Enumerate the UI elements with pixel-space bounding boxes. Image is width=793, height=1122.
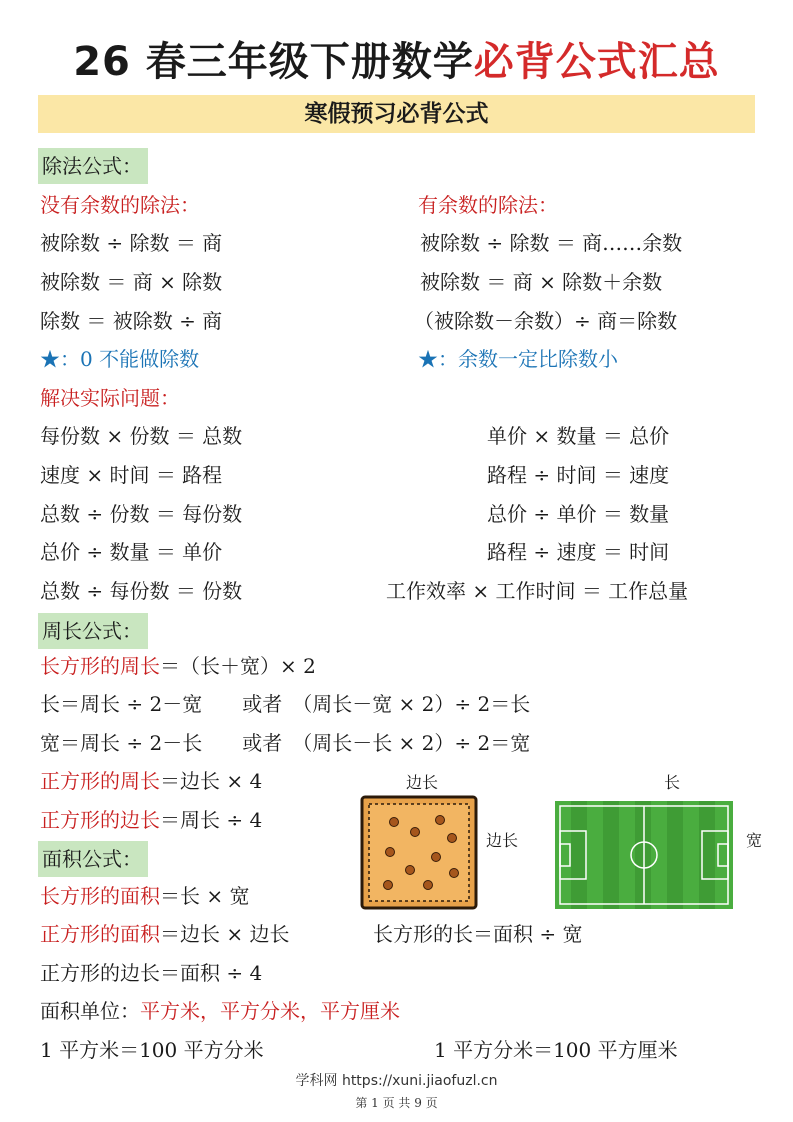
- title-highlight: 必背公式汇总: [473, 39, 720, 85]
- label-length: 长: [664, 773, 681, 792]
- formula-line: 单价 × 数量 ＝ 总价: [487, 424, 670, 448]
- formula-line: 路程 ÷ 时间 ＝ 速度: [487, 463, 670, 487]
- square-side-label: 正方形的边长: [40, 808, 160, 832]
- rect-perimeter-label: 长方形的周长: [40, 654, 160, 678]
- square-side: [40, 806, 262, 834]
- label-side-right: 边长: [486, 831, 519, 850]
- section-perimeter: 周长公式：: [38, 613, 148, 649]
- formula-line: 总价 ÷ 数量 ＝ 单价: [40, 540, 223, 564]
- area-units-list: 平方米，平方分米，平方厘米: [140, 999, 400, 1023]
- conversion-2: 1 平方分米＝100 平方厘米: [434, 1038, 678, 1062]
- remainder-title: 有余数的除法：: [418, 193, 558, 217]
- width-formula: 宽＝周长 ÷ 2－长 或者 （周长－长 × 2）÷ 2＝宽: [40, 731, 531, 755]
- formula-line: 总价 ÷ 单价 ＝ 数量: [487, 502, 670, 526]
- practical-title: 解决实际问题：: [40, 386, 180, 410]
- square-area-label: 正方形的面积: [40, 922, 160, 946]
- rect-area-formula: ＝长 × 宽: [160, 884, 250, 908]
- formula-line: 总数 ÷ 份数 ＝ 每份数: [40, 502, 243, 526]
- note-zero-divisor: ★：0 不能做除数: [40, 347, 200, 371]
- formula-line: 被除数 ÷ 除数 ＝ 商……余数: [420, 231, 683, 255]
- conversion-1: 1 平方米＝100 平方分米: [40, 1038, 264, 1062]
- square-side-formula: ＝周长 ÷ 4: [160, 808, 263, 832]
- formula-line: （被除数－余数）÷ 商＝除数: [414, 309, 678, 333]
- rect-perimeter: [40, 652, 316, 680]
- formula-line: 工作效率 × 工作时间 ＝ 工作总量: [386, 579, 689, 603]
- rect-length-formula: 长方形的长＝面积 ÷ 宽: [373, 922, 583, 946]
- square-perimeter: [40, 767, 262, 795]
- label-width: 宽: [746, 831, 763, 850]
- page-title: [0, 30, 793, 87]
- formula-line: 每份数 × 份数 ＝ 总数: [40, 424, 243, 448]
- length-formula: 长＝周长 ÷ 2－宽 或者 （周长－宽 × 2）÷ 2＝长: [40, 692, 531, 716]
- formula-line: 总数 ÷ 每份数 ＝ 份数: [40, 579, 243, 603]
- formula-line: 除数 ＝ 被除数 ÷ 商: [40, 309, 223, 333]
- square-area: [40, 920, 289, 948]
- formula-line: 被除数 ÷ 除数 ＝ 商: [40, 231, 223, 255]
- rect-perimeter-formula: ＝（长＋宽）× 2: [160, 654, 316, 678]
- no-remainder-title: 没有余数的除法：: [40, 193, 200, 217]
- rect-area-label: 长方形的面积: [40, 884, 160, 908]
- label-side-top: 边长: [406, 773, 439, 792]
- square-area-formula: ＝边长 × 边长: [160, 922, 290, 946]
- square-perimeter-formula: ＝边长 × 4: [160, 769, 263, 793]
- rect-area: [40, 882, 249, 910]
- page-number: 第 1 页 共 9 页: [355, 1096, 438, 1110]
- square-side-area-formula: 正方形的边长＝面积 ÷ 4: [40, 961, 263, 985]
- formula-line: 被除数 ＝ 商 × 除数: [40, 270, 223, 294]
- football-field-image: [555, 801, 733, 909]
- banner: 寒假预习必背公式: [38, 95, 755, 133]
- section-area: 面积公式：: [38, 841, 148, 877]
- area-units-label: 面积单位：: [40, 999, 140, 1023]
- cracker-square-image: [360, 795, 478, 910]
- section-division: 除法公式：: [38, 148, 148, 184]
- formula-line: 路程 ÷ 速度 ＝ 时间: [487, 540, 670, 564]
- note-remainder: ★：余数一定比除数小: [418, 347, 618, 371]
- formula-line: 被除数 ＝ 商 × 除数＋余数: [420, 270, 663, 294]
- footer-site: 学科网 https://xuni.jiaofuzl.cn: [295, 1073, 498, 1089]
- title-main: 26 春三年级下册数学: [73, 39, 474, 85]
- formula-line: 速度 × 时间 ＝ 路程: [40, 463, 223, 487]
- square-perimeter-label: 正方形的周长: [40, 769, 160, 793]
- area-units: [40, 997, 400, 1025]
